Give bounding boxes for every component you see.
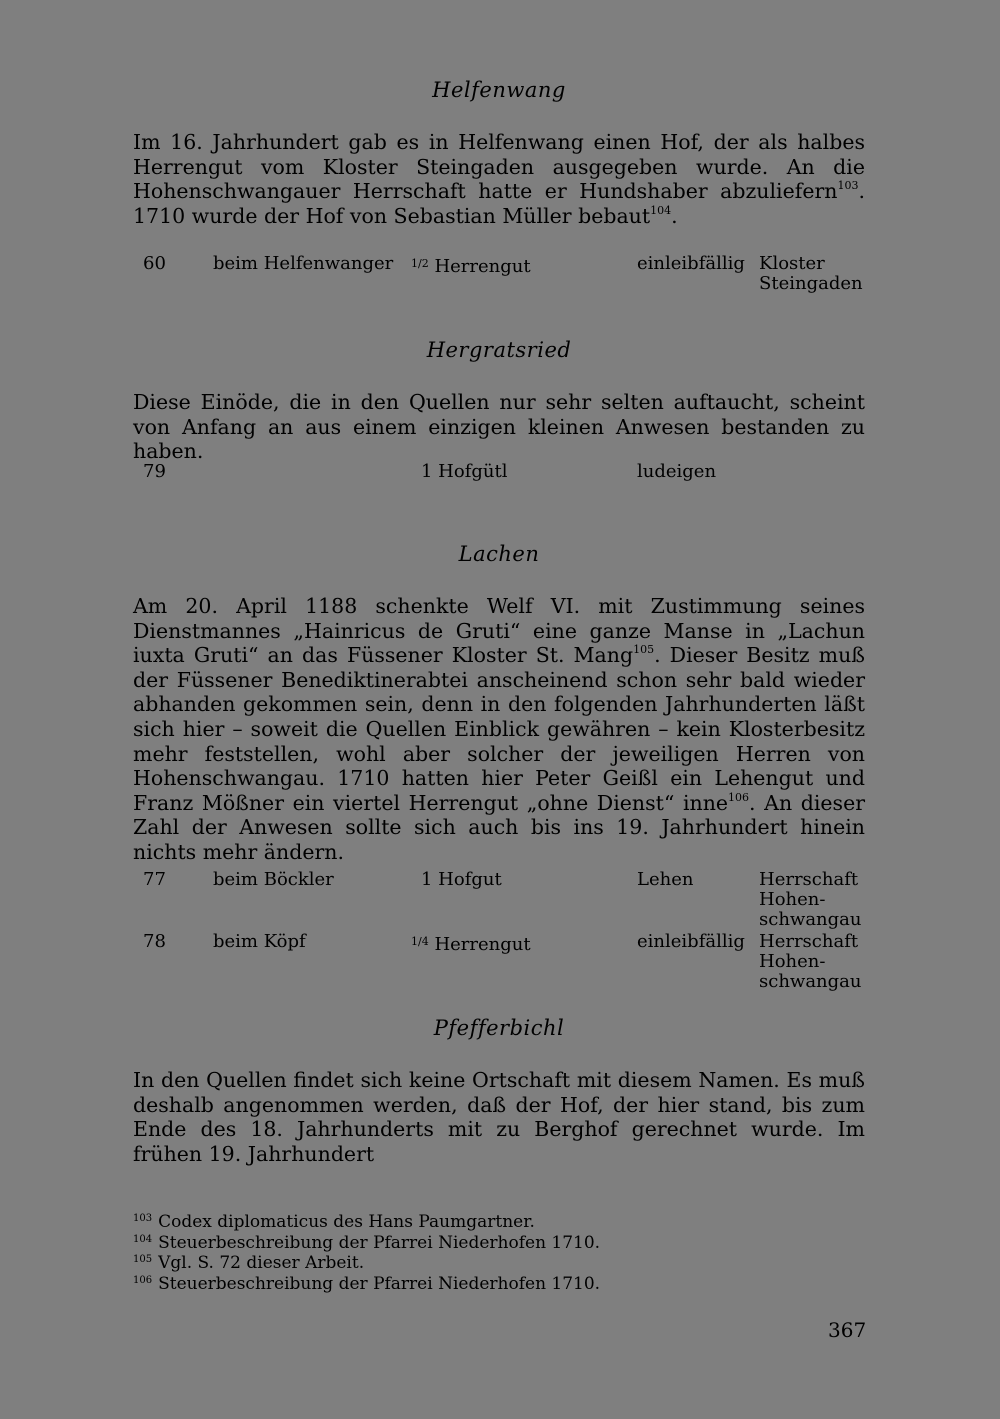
property-row bbox=[133, 870, 865, 930]
row-number: 60 bbox=[143, 253, 166, 274]
footnote-number: 105 bbox=[133, 1254, 153, 1265]
footnote bbox=[133, 1253, 865, 1274]
footnote-text: Codex diplomaticus des Hans Paumgartner. bbox=[158, 1212, 535, 1232]
footnote-number: 103 bbox=[133, 1213, 153, 1224]
row-status: Lehen bbox=[637, 869, 694, 890]
text-segment: . bbox=[671, 203, 678, 228]
row-number: 78 bbox=[143, 931, 166, 952]
footnote bbox=[133, 1212, 865, 1233]
section-heading-lachen: Lachen bbox=[458, 542, 540, 566]
footnote-text: Vgl. S. 72 dieser Arbeit. bbox=[158, 1253, 365, 1273]
footnotes bbox=[133, 1212, 865, 1294]
row-number: 79 bbox=[143, 461, 166, 482]
paragraph-hergratsried: Diese Einöde, die in den Quellen nur sehr selten auftaucht, scheint von Anfang an aus einem einzigen kleinen Anwesen bestanden zu haben. bbox=[133, 390, 865, 464]
footnote-ref: 103 bbox=[837, 179, 859, 193]
footnote-text: Steuerbeschreibung der Pfarrei Niederhofen 1710. bbox=[158, 1273, 601, 1294]
property-row bbox=[133, 254, 865, 314]
footnote-ref: 105 bbox=[633, 643, 655, 657]
row-owner: Kloster Steingaden bbox=[759, 253, 863, 294]
row-fraction: 1/4 bbox=[411, 935, 429, 948]
row-number: 77 bbox=[143, 869, 166, 890]
row-house-name: beim Böckler bbox=[213, 869, 334, 890]
row-size-label: Herrengut bbox=[434, 934, 531, 955]
footnote-number: 106 bbox=[133, 1274, 153, 1286]
row-size bbox=[411, 932, 531, 955]
row-size: 1 Hofgütl bbox=[421, 461, 508, 482]
text-segment: . Dieser Besitz muß der Füssener Benediktinerabtei anscheinend schon sehr bald wieder abhanden gekommen sein, denn in den folgenden Jahrhunderten läßt sich hier – soweit die Quellen Einblick gewähren – kein Klosterbesitz mehr feststellen, wohl aber solcher der jeweiligen Herren von Hohenschwangau. 1710 hatten hier Peter Geißl ein Lehengut und Franz Mößner ein viertel Herrengut „ohne Dienst“ inne bbox=[133, 643, 865, 815]
row-status: ludeigen bbox=[637, 461, 717, 482]
paragraph-helfenwang bbox=[133, 130, 865, 228]
row-house-name: beim Helfenwanger bbox=[213, 253, 394, 274]
row-owner: Herrschaft Hohen-schwangau bbox=[759, 931, 862, 992]
row-size-label: Herrengut bbox=[434, 256, 531, 277]
footnote-ref: 104 bbox=[650, 203, 672, 217]
text-segment: Im 16. Jahrhundert gab es in Helfenwang einen Hof, der als halbes Herrengut vom Kloster Steingaden ausgegeben wurde. An die Hohenschwangauer Herrschaft hatte er Hundshaber abzuliefern bbox=[133, 130, 865, 204]
footnote bbox=[133, 1233, 865, 1254]
footnote-text: Steuerbeschreibung der Pfarrei Niederhofen 1710. bbox=[158, 1232, 601, 1253]
property-row bbox=[133, 462, 865, 522]
row-status: einleibfällig bbox=[637, 931, 745, 952]
text-segment: . An dieser Zahl der Anwesen sollte sich auch bis ins 19. Jahrhundert hinein nichts mehr ändern. bbox=[133, 790, 865, 864]
section-heading-hergratsried: Hergratsried bbox=[426, 338, 572, 362]
row-status: einleibfällig bbox=[637, 253, 745, 274]
page-number: 367 bbox=[828, 1318, 867, 1342]
row-size: 1 Hofgut bbox=[421, 869, 502, 890]
row-owner: Herrschaft Hohen-schwangau bbox=[759, 869, 862, 930]
footnote-ref: 106 bbox=[728, 790, 750, 804]
property-row bbox=[133, 932, 865, 992]
text-segment: . 1710 wurde der Hof von Sebastian Müller bebaut bbox=[133, 179, 865, 228]
paragraph-pfefferbichl: In den Quellen findet sich keine Ortschaft mit diesem Namen. Es muß deshalb angenommen werden, daß der Hof, der hier stand, bis zum Ende des 18. Jahrhunderts mit zu Berghof gerechnet wurde. Im frühen 19. Jahrhundert bbox=[133, 1068, 865, 1166]
text-segment: Am 20. April 1188 schenkte Welf VI. mit Zustimmung seines Dienstmannes „Hainricus de Gruti“ eine ganze Manse in „Lachun iuxta Gruti“ an das Füssener Kloster St. Mang bbox=[133, 594, 865, 668]
row-size bbox=[411, 254, 531, 277]
section-heading-pfefferbichl: Pfefferbichl bbox=[433, 1016, 565, 1040]
paragraph-lachen bbox=[133, 594, 865, 865]
footnote-number: 104 bbox=[133, 1233, 153, 1245]
footnote bbox=[133, 1274, 865, 1295]
section-heading-helfenwang: Helfenwang bbox=[432, 78, 566, 102]
row-house-name: beim Köpf bbox=[213, 931, 306, 952]
row-fraction: 1/2 bbox=[411, 257, 429, 270]
